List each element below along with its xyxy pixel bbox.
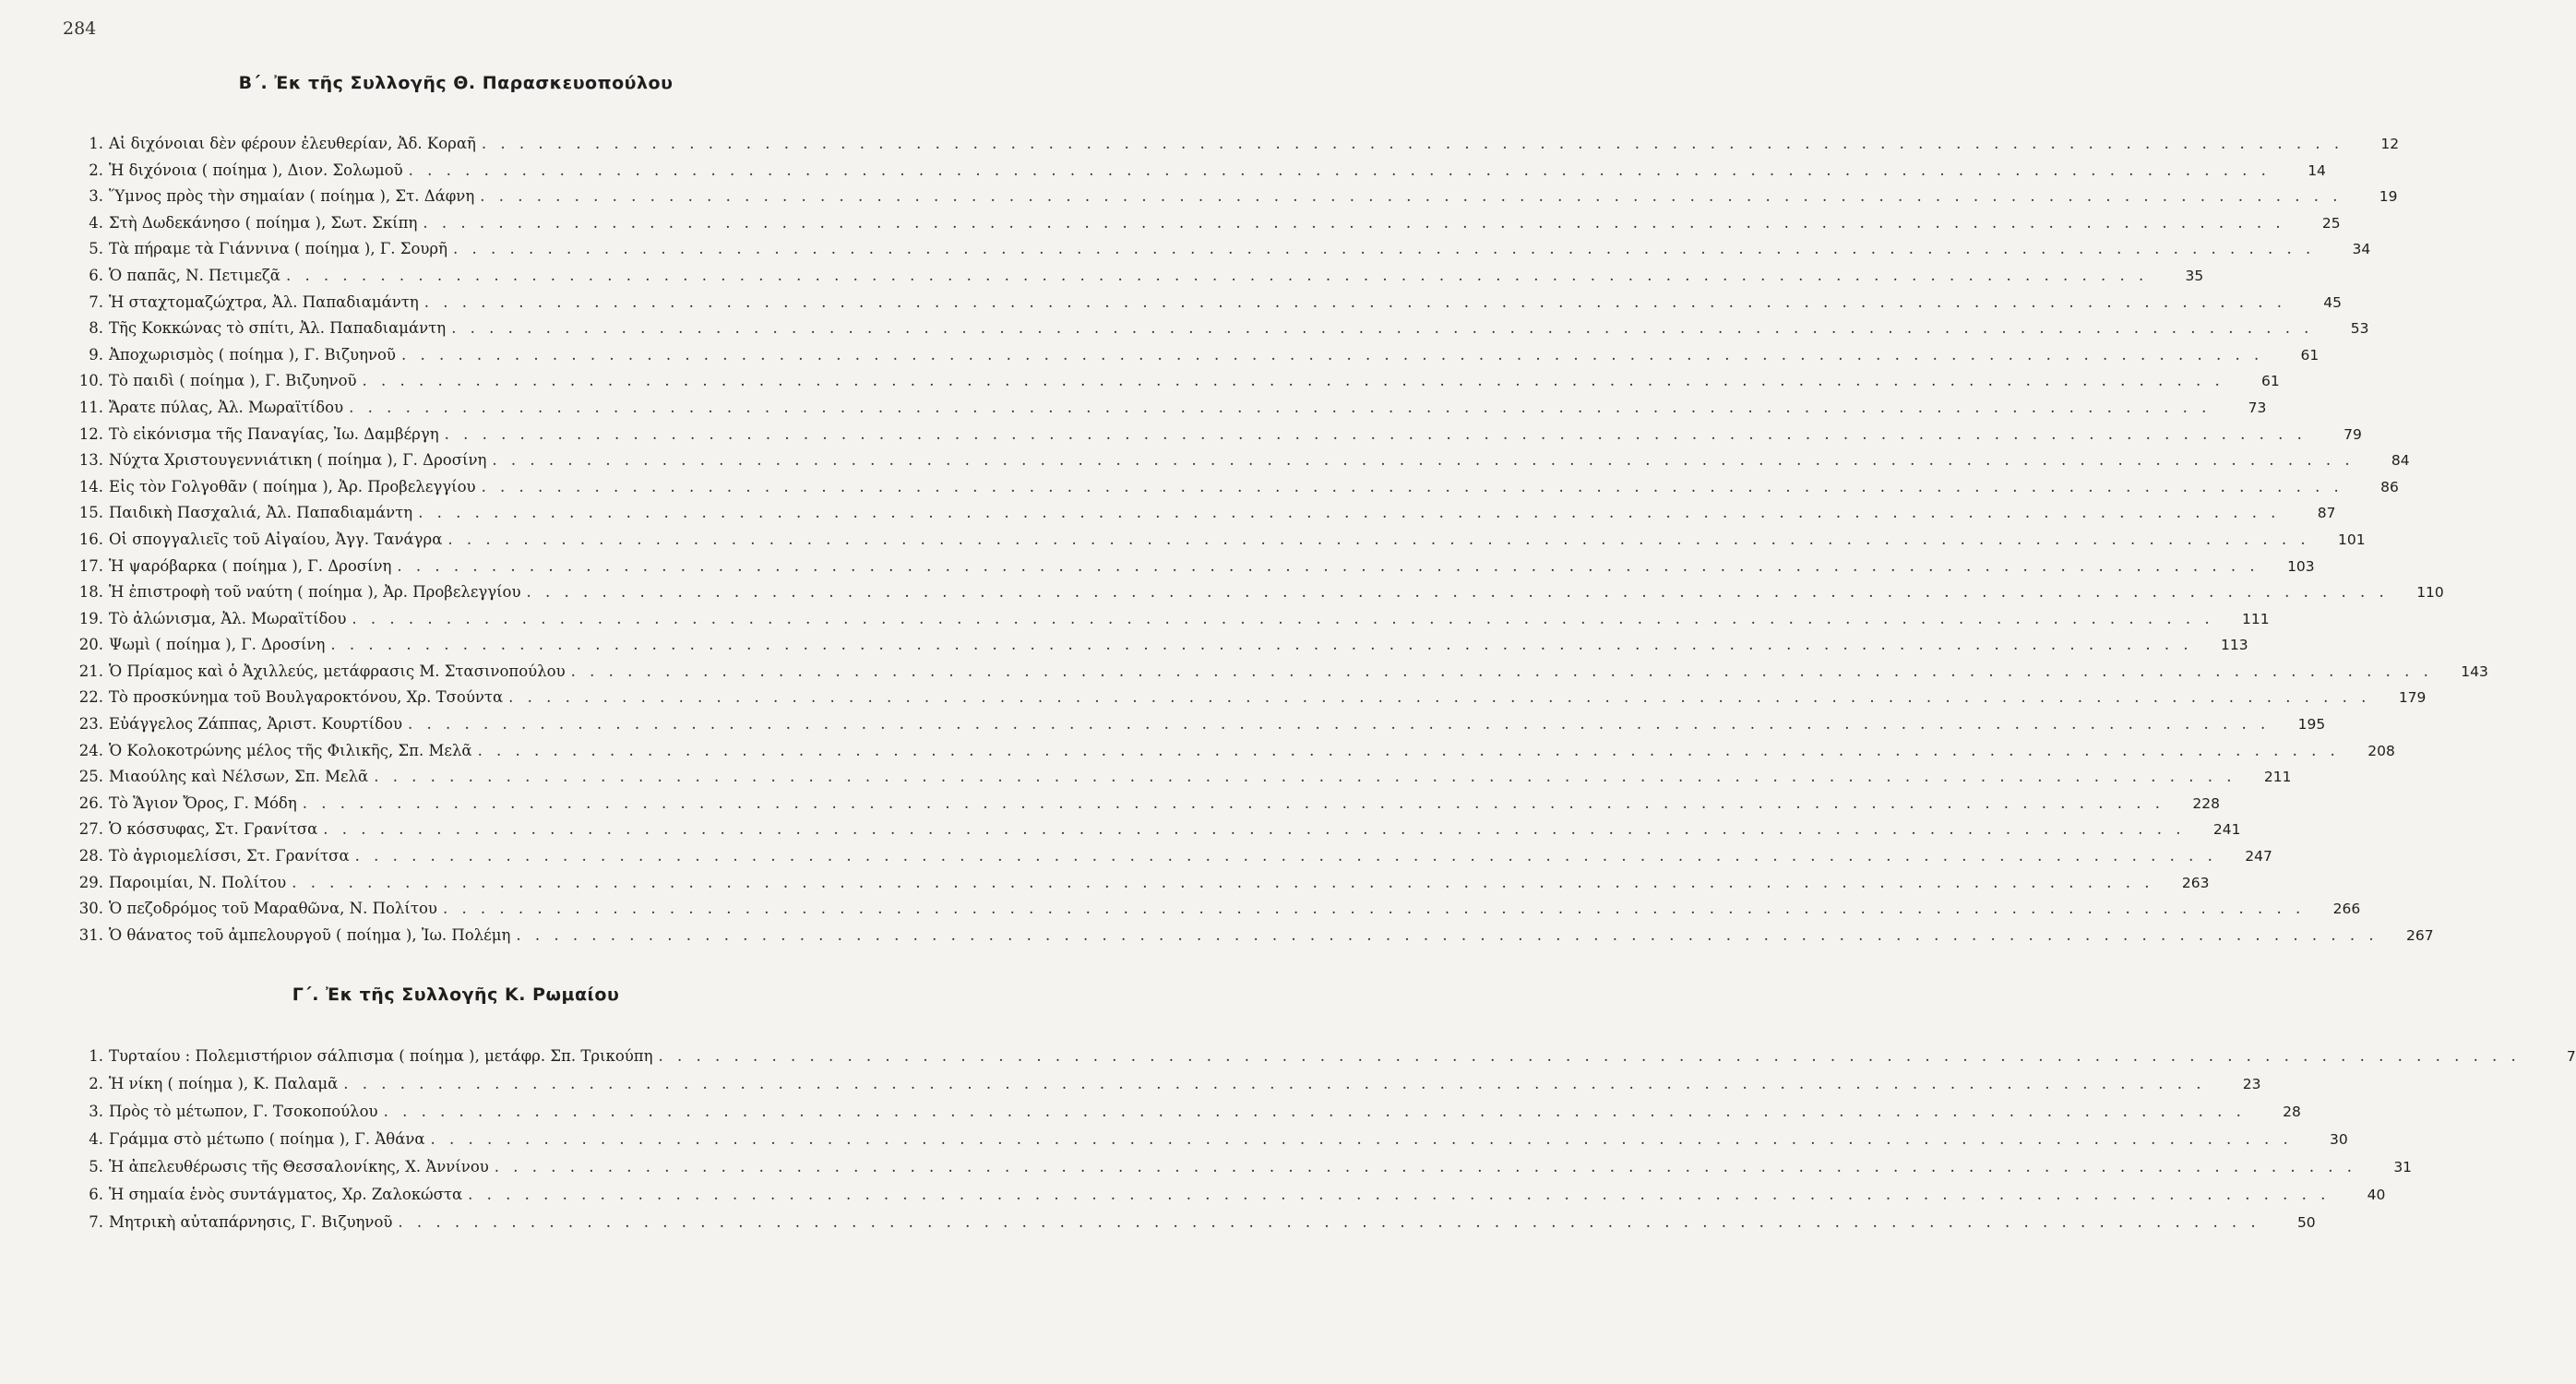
entry-title: Οἱ σπογγαλιεῖς τοῦ Αἰγαίου, Ἀγγ. Τανάγρα — [109, 530, 443, 548]
section-g — [72, 982, 2576, 1236]
entry-title: Ὁ κόσσυφας, Στ. Γρανίτσα — [109, 820, 318, 839]
toc-entry — [72, 263, 2204, 290]
toc-entry — [72, 1126, 2348, 1153]
entry-title: Γράμμα στὸ μέτωπο ( ποίημα ), Γ. Ἀθάνα — [109, 1130, 425, 1148]
entry-number: 18. — [78, 583, 103, 602]
dot-leader — [476, 474, 2343, 501]
dot-leader — [325, 632, 2192, 659]
entry-page: 23 — [2242, 1076, 2261, 1092]
entry-number: 11. — [78, 398, 103, 416]
toc-entry — [72, 711, 2326, 738]
entry-number: 6. — [89, 1186, 103, 1203]
dot-leader — [439, 422, 2307, 448]
entry-page: 79 — [2343, 425, 2362, 443]
section-heading: Γ΄. Ἐκ τῆς Συλλογῆς Κ. Ρωμαίου — [292, 984, 620, 1005]
entry-title: Παροιμίαι, Ν. Πολίτου — [109, 873, 287, 891]
entry-page: 28 — [2283, 1104, 2301, 1120]
toc-entry — [72, 500, 2336, 527]
dot-leader — [403, 158, 2271, 185]
entry-number: 3. — [89, 187, 103, 206]
dot-leader — [346, 606, 2213, 633]
toc-entry — [72, 368, 2280, 395]
page-number: 284 — [63, 18, 97, 39]
entry-number: 12. — [78, 424, 103, 443]
entry-page: 31 — [2393, 1159, 2413, 1175]
entry-page: 34 — [2352, 241, 2371, 258]
entry-number: 23. — [78, 715, 103, 734]
toc-entry — [72, 210, 2341, 237]
dot-leader — [402, 711, 2270, 738]
dot-leader — [412, 500, 2280, 527]
toc-entry — [72, 764, 2292, 791]
entry-page: 30 — [2330, 1131, 2348, 1148]
entry-page: 143 — [2461, 662, 2488, 680]
toc-entry — [72, 896, 2361, 923]
entry-title: Ψωμὶ ( ποίημα ), Γ. Δροσίνη — [109, 636, 326, 654]
entry-number: 8. — [89, 319, 103, 338]
entry-title: Ἡ σημαία ἑνὸς συντάγματος, Χρ. Ζαλοκώστα — [109, 1186, 463, 1203]
dot-leader — [437, 896, 2305, 923]
entry-title: Ἡ νίκη ( ποίημα ), Κ. Παλαμᾶ — [109, 1075, 339, 1092]
dot-leader — [419, 290, 2286, 316]
entry-title: Ὁ πεζοδρόμος τοῦ Μαραθῶνα, Ν. Πολίτου — [109, 900, 437, 918]
entry-number: 19. — [78, 609, 103, 627]
dot-leader — [297, 791, 2165, 817]
entry-title: Ἡ σταχτομαζώχτρα, Ἀλ. Παπαδιαμάντη — [109, 292, 419, 311]
dot-leader — [510, 923, 2378, 949]
entry-title: Τὸ Ἅγιον Ὄρος, Γ. Μόδη — [109, 793, 297, 812]
toc-entry — [72, 395, 2267, 422]
dot-leader — [286, 870, 2153, 897]
entry-number: 27. — [78, 820, 103, 839]
toc-entry — [72, 527, 2366, 554]
entry-page: 14 — [2308, 161, 2326, 179]
dot-leader — [521, 579, 2389, 606]
entry-title: Πρὸς τὸ μέτωπον, Γ. Τσοκοπούλου — [109, 1103, 378, 1120]
toc-entry — [72, 1070, 2261, 1098]
section-b — [72, 70, 2488, 949]
toc-entry — [72, 342, 2320, 369]
toc-entry — [72, 659, 2488, 686]
entry-page: 12 — [2380, 136, 2400, 152]
entry-number: 5. — [89, 1158, 103, 1175]
entry-page: 101 — [2338, 531, 2366, 548]
entry-page: 110 — [2416, 584, 2444, 602]
toc-entry — [72, 1098, 2301, 1126]
entry-number: 31. — [78, 925, 103, 944]
toc-entry — [72, 923, 2434, 949]
entry-page: 53 — [2350, 320, 2369, 338]
entry-title: Μιαούλης καὶ Νέλσων, Σπ. Μελᾶ — [109, 768, 369, 786]
toc-entry — [72, 606, 2270, 633]
toc-entry — [72, 131, 2400, 158]
toc-entry — [72, 422, 2362, 448]
dot-leader — [417, 210, 2284, 237]
toc-entry — [72, 1043, 2576, 1070]
entry-page: 35 — [2185, 267, 2204, 284]
toc-entry — [72, 632, 2248, 659]
dot-leader — [396, 342, 2263, 369]
entry-number: 26. — [78, 793, 103, 812]
entry-page: 19 — [2379, 188, 2398, 206]
entry-number: 7. — [89, 292, 103, 311]
entry-page: 208 — [2367, 742, 2395, 759]
entry-number: 14. — [78, 477, 103, 495]
entry-title: Τὸ προσκύνημα τοῦ Βουλγαροκτόνου, Χρ. Τσούντα — [109, 688, 504, 707]
dot-leader — [566, 659, 2433, 686]
entry-number: 30. — [78, 900, 103, 918]
toc-entry — [72, 817, 2241, 843]
dot-leader — [442, 527, 2309, 554]
entry-title: Τὸ ἀγριομελίσσι, Στ. Γρανίτσα — [109, 847, 350, 865]
entry-title: Τὸ παιδὶ ( ποίημα ), Γ. Βιζυηνοῦ — [109, 372, 357, 390]
dot-leader — [462, 1181, 2330, 1209]
entry-number: 4. — [89, 1130, 103, 1148]
toc-entry — [72, 685, 2427, 711]
entry-number: 6. — [89, 266, 103, 284]
toc-entry — [72, 447, 2410, 474]
entry-page: 45 — [2323, 293, 2343, 311]
dot-leader — [350, 843, 2217, 870]
entry-number: 4. — [89, 213, 103, 232]
dot-leader — [378, 1098, 2246, 1126]
entry-page: 111 — [2242, 610, 2270, 627]
entry-title: Ἄρατε πύλας, Ἀλ. Μωραϊτίδου — [109, 398, 344, 416]
toc-entry — [72, 1181, 2386, 1209]
entry-title: Αἱ διχόνοιαι δὲν φέρουν ἐλευθερίαν, Ἀδ. Κοραῆ — [109, 135, 476, 152]
entry-page: 87 — [2317, 505, 2336, 522]
entry-page: 86 — [2380, 478, 2399, 495]
entry-title: Ὁ Κολοκοτρώνης μέλος τῆς Φιλικῆς, Σπ. Μελᾶ — [109, 741, 472, 759]
entry-number: 24. — [78, 741, 103, 759]
entry-title: Ὕμνος πρὸς τὴν σημαίαν ( ποίημα ), Στ. Δάφνη — [109, 187, 475, 206]
dot-leader — [476, 131, 2343, 158]
entry-page: 179 — [2398, 689, 2427, 707]
dot-leader — [503, 685, 2370, 711]
toc-entry — [72, 843, 2272, 870]
toc-list — [72, 131, 2488, 949]
section-heading: Β΄. Ἐκ τῆς Συλλογῆς Θ. Παρασκευοπούλου — [238, 73, 674, 93]
dot-leader — [338, 1070, 2205, 1098]
toc-entry — [72, 579, 2444, 606]
entry-title: Εἰς τὸν Γολγοθᾶν ( ποίημα ), Ἀρ. Προβελεγγίου — [109, 477, 476, 495]
entry-number: 28. — [78, 847, 103, 865]
entry-title: Μητρικὴ αὐταπάρνησις, Γ. Βιζυηνοῦ — [109, 1213, 393, 1231]
entry-title: Ἡ ἐπιστροφὴ τοῦ ναύτη ( ποίημα ), Ἀρ. Προβελεγγίου — [109, 583, 521, 602]
toc-entry — [72, 554, 2315, 580]
entry-number: 13. — [78, 451, 103, 470]
entry-number: 16. — [78, 530, 103, 548]
entry-title: Τῆς Κοκκώνας τὸ σπίτι, Ἀλ. Παπαδιαμάντη — [109, 319, 447, 338]
entry-number: 21. — [78, 662, 103, 680]
entry-title: Νύχτα Χριστουγεννιάτικη ( ποίημα ), Γ. Δροσίνη — [109, 451, 487, 470]
toc-entry — [72, 1153, 2413, 1181]
entry-page: 40 — [2367, 1187, 2386, 1203]
entry-page: 25 — [2321, 214, 2341, 232]
entry-page: 113 — [2221, 637, 2248, 654]
entry-number: 25. — [78, 768, 103, 786]
toc-entry — [72, 290, 2343, 316]
dot-leader — [425, 1126, 2293, 1153]
entry-page: 241 — [2212, 821, 2241, 839]
entry-page: 73 — [2248, 399, 2267, 416]
entry-title: Παιδικὴ Πασχαλιά, Ἀλ. Παπαδιαμάντη — [109, 504, 413, 522]
entry-number: 20. — [78, 636, 103, 654]
entry-page: 267 — [2406, 926, 2434, 944]
dot-leader — [486, 447, 2354, 474]
entry-page: 266 — [2332, 901, 2361, 918]
toc-entry — [72, 158, 2326, 185]
entry-title: Τὸ ἀλώνισμα, Ἀλ. Μωραϊτίδου — [109, 609, 347, 627]
dot-leader — [447, 236, 2315, 263]
entry-title: Ἡ διχόνοια ( ποίημα ), Διον. Σολωμοῦ — [109, 161, 403, 179]
entry-page: 103 — [2287, 557, 2315, 575]
dot-leader — [280, 263, 2148, 290]
entry-page: 84 — [2391, 452, 2410, 470]
toc-entry — [72, 791, 2220, 817]
entry-page: 211 — [2263, 769, 2292, 786]
entry-number: 1. — [89, 135, 103, 152]
entry-title: Ὁ παπᾶς, Ν. Πετιμεζᾶ — [109, 266, 280, 284]
entry-title: Τυρταίου : Πολεμιστήριον σάλπισμα ( ποίημα ), μετάφρ. Σπ. Τρικούπη — [109, 1047, 653, 1065]
entry-page: 61 — [2300, 346, 2320, 364]
entry-number: 3. — [89, 1103, 103, 1120]
entry-title: Τὸ εἰκόνισμα τῆς Παναγίας, Ἰω. Δαμβέργη — [109, 424, 439, 443]
entry-page: 61 — [2261, 373, 2280, 390]
entry-page: 7 — [2566, 1048, 2576, 1065]
entry-number: 17. — [78, 556, 103, 575]
entry-number: 22. — [78, 688, 103, 707]
entry-page: 50 — [2296, 1214, 2316, 1231]
entry-number: 7. — [89, 1213, 103, 1231]
entry-title: Τὰ πήραμε τὰ Γιάννινα ( ποίημα ), Γ. Σουρῆ — [109, 240, 448, 258]
entry-title: Ὁ θάνατος τοῦ ἀμπελουργοῦ ( ποίημα ), Ἰω. Πολέμη — [109, 925, 511, 944]
dot-leader — [472, 738, 2340, 765]
dot-leader — [653, 1043, 2521, 1070]
dot-leader — [474, 184, 2342, 210]
entry-title: Ἡ ψαρόβαρκα ( ποίημα ), Γ. Δροσίνη — [109, 556, 392, 575]
entry-number: 2. — [89, 161, 103, 179]
dot-leader — [357, 368, 2224, 395]
entry-number: 2. — [89, 1075, 103, 1092]
entry-number: 5. — [89, 240, 103, 258]
toc-list — [72, 1043, 2576, 1236]
dot-leader — [446, 316, 2313, 342]
entry-page: 195 — [2297, 716, 2326, 734]
entry-title: Ὁ Πρίαμος καὶ ὁ Ἀχιλλεύς, μετάφρασις Μ. Στασινοπούλου — [109, 662, 566, 680]
dot-leader — [391, 554, 2259, 580]
toc-entry — [72, 870, 2210, 897]
entry-title: Ἡ ἀπελευθέρωσις τῆς Θεσσαλονίκης, Χ. Ἀννίνου — [109, 1158, 489, 1175]
dot-leader — [368, 764, 2236, 791]
entry-page: 263 — [2181, 874, 2210, 891]
toc-entry — [72, 316, 2369, 342]
dot-leader — [489, 1153, 2356, 1181]
toc-entry — [72, 474, 2399, 501]
entry-number: 29. — [78, 873, 103, 891]
dot-leader — [343, 395, 2211, 422]
entry-number: 10. — [78, 372, 103, 390]
dot-leader — [392, 1209, 2260, 1236]
toc-entry — [72, 738, 2395, 765]
entry-page: 228 — [2192, 794, 2220, 812]
entry-number: 15. — [78, 504, 103, 522]
entry-page: 247 — [2245, 848, 2272, 865]
toc-entry — [72, 184, 2398, 210]
dot-leader — [317, 817, 2185, 843]
entry-title: Στὴ Δωδεκάνησο ( ποίημα ), Σωτ. Σκίπη — [109, 213, 418, 232]
toc-entry — [72, 236, 2371, 263]
entry-title: Εὐάγγελος Ζάππας, Ἀριστ. Κουρτίδου — [109, 715, 402, 734]
entry-title: Ἀποχωρισμὸς ( ποίημα ), Γ. Βιζυηνοῦ — [109, 345, 396, 364]
toc-entry — [72, 1209, 2316, 1236]
entry-number: 9. — [89, 345, 103, 364]
entry-number: 1. — [89, 1047, 103, 1065]
